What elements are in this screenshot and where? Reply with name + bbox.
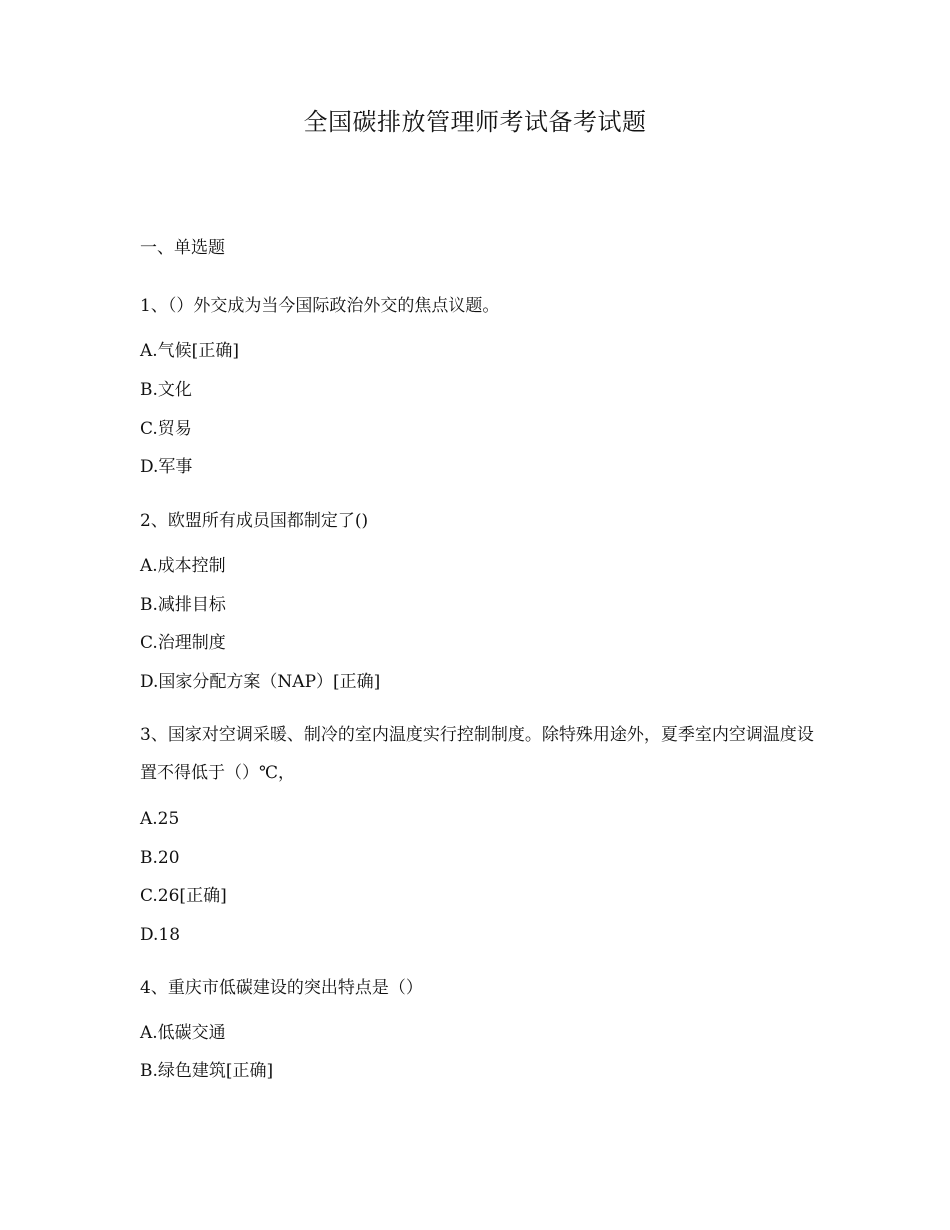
answer-option: A.成本控制 bbox=[140, 556, 226, 576]
answer-option: B.绿色建筑[正确] bbox=[140, 1061, 274, 1081]
section-heading: 一、单选题 bbox=[140, 238, 225, 258]
question-text: 1、（）外交成为当今国际政治外交的焦点议题。 bbox=[140, 296, 500, 316]
answer-option: B.文化 bbox=[140, 380, 192, 400]
answer-option: C.治理制度 bbox=[140, 633, 226, 653]
answer-option: D.国家分配方案（NAP）[正确] bbox=[140, 672, 381, 692]
answer-option: D.18 bbox=[140, 925, 181, 945]
question-text: 4、重庆市低碳建设的突出特点是（） bbox=[140, 978, 423, 998]
question-text: 2、欧盟所有成员国都制定了() bbox=[140, 511, 369, 531]
answer-option: C.贸易 bbox=[140, 419, 192, 439]
answer-option: D.军事 bbox=[140, 457, 193, 477]
answer-option: B.20 bbox=[140, 848, 180, 868]
document-title: 全国碳排放管理师考试备考试题 bbox=[303, 108, 647, 136]
answer-option: A.25 bbox=[140, 809, 180, 829]
answer-option: A.低碳交通 bbox=[140, 1023, 226, 1043]
question-text: 3、国家对空调采暖、制冷的室内温度实行控制制度。除特殊用途外，夏季室内空调温度设置不得低于（）℃， bbox=[140, 725, 814, 783]
answer-option: A.气候[正确] bbox=[140, 341, 239, 361]
answer-option: C.26[正确] bbox=[140, 886, 227, 906]
answer-option: B.减排目标 bbox=[140, 595, 226, 615]
